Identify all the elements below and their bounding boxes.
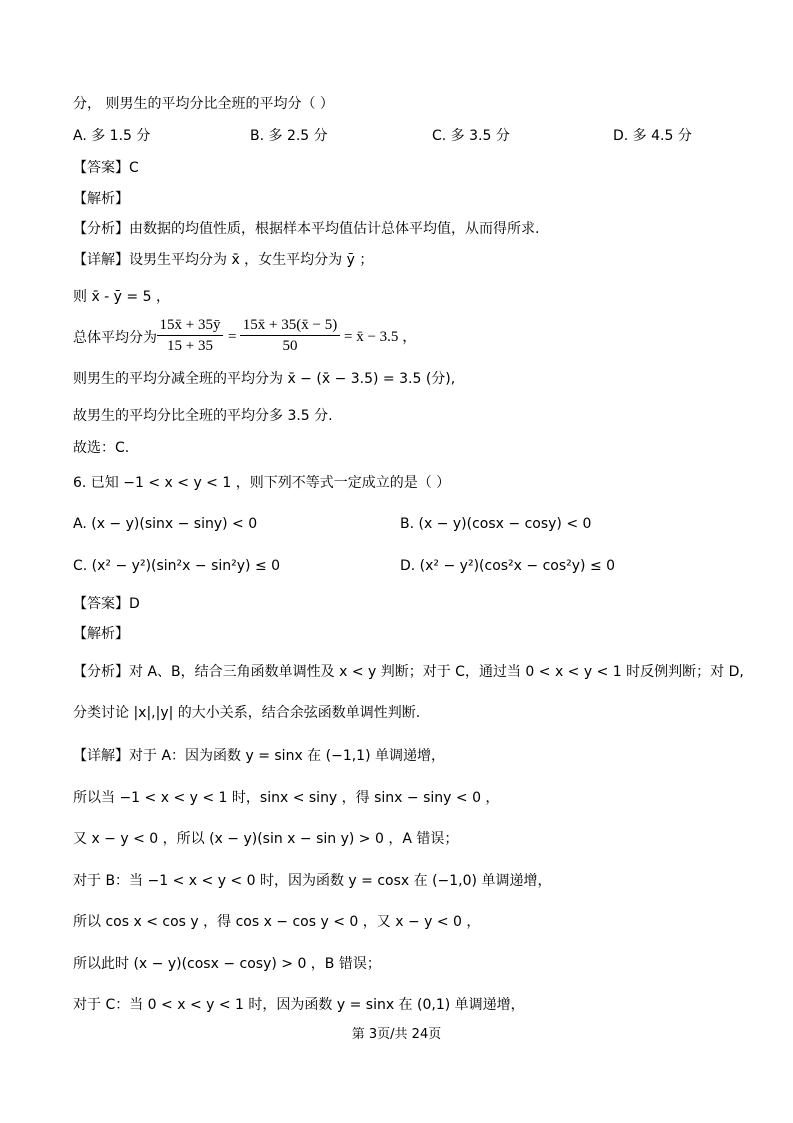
q5-detail-2: 则 x̄ - ȳ = 5 ， bbox=[73, 289, 170, 305]
q5-fenxi: 【分析】由数据的均值性质，根据样本平均值估计总体平均值，从而得所求. bbox=[73, 221, 540, 237]
q6-analysis-heading: 【解析】 bbox=[73, 626, 129, 642]
page-footer: 第 3页/共 24页 bbox=[351, 1027, 442, 1042]
q6-detail-5: 所以 cos x < cos y ，得 cos x − cos y < 0 ，又 x − y < 0 ， bbox=[73, 914, 481, 930]
q5-equals-sign: = bbox=[228, 329, 237, 345]
q6-detail-4: 对于 B：当 −1 < x < y < 0 时，因为函数 y = cosx 在 (−1,0) 单调递增， bbox=[73, 873, 552, 889]
q5-detail-5: 故男生的平均分比全班的平均分多 3.5 分. bbox=[73, 408, 333, 424]
q6-detail-1: 【详解】对于 A：因为函数 y = sinx 在 (−1,1) 单调递增， bbox=[73, 748, 446, 764]
q6-fenxi-2: 分类讨论 |x|,|y| 的大小关系，结合余弦函数单调性判断. bbox=[73, 705, 421, 721]
q5-option-c: C. 多 3.5 分 bbox=[432, 128, 510, 144]
q5-option-b: B. 多 2.5 分 bbox=[250, 128, 328, 144]
q6-detail-7: 对于 C：当 0 < x < y < 1 时，因为函数 y = sinx 在 (0,1) 单调递增， bbox=[73, 997, 525, 1013]
q5-answer: 【答案】C bbox=[73, 160, 139, 176]
q5-analysis-heading: 【解析】 bbox=[73, 191, 129, 207]
q5-fraction-1 bbox=[157, 316, 223, 355]
q6-option-d: D. (x² − y²)(cos²x − cos²y) ≤ 0 bbox=[400, 558, 616, 574]
q6-detail-6: 所以此时 (x − y)(cosx − cosy) > 0 ，B 错误； bbox=[73, 956, 381, 972]
q5-detail-1: 【详解】设男生平均分为 x̄ ，女生平均分为 ȳ ； bbox=[73, 252, 374, 268]
q5-fraction-2-numerator: 15x̄ + 35(x̄ − 5) bbox=[240, 316, 340, 336]
q5-detail-3-label: 总体平均分为 bbox=[73, 330, 157, 346]
q6-fenxi-1: 【分析】对 A、B，结合三角函数单调性及 x < y 判断；对于 C，通过当 0 < x < y < 1 时反例判断；对 D, bbox=[73, 664, 744, 680]
q5-fraction-1-numerator: 15x̄ + 35ȳ bbox=[157, 316, 223, 336]
q5-fraction-2-denominator: 50 bbox=[282, 338, 298, 354]
q5-option-a: A. 多 1.5 分 bbox=[73, 128, 151, 144]
q5-fraction-1-denominator: 15 + 35 bbox=[167, 338, 213, 354]
q6-answer: 【答案】D bbox=[73, 596, 140, 612]
q5-intro: 分， 则男生的平均分比全班的平均分（ ） bbox=[73, 96, 334, 112]
q5-detail-4: 则男生的平均分减全班的平均分为 x̄ − (x̄ − 3.5) = 3.5 (分), bbox=[73, 371, 456, 387]
q5-detail-3-tail: = x̄ − 3.5 ， bbox=[344, 329, 418, 345]
q6-option-a: A. (x − y)(sinx − siny) < 0 bbox=[73, 516, 258, 532]
q6-option-c: C. (x² − y²)(sin²x − sin²y) ≤ 0 bbox=[73, 558, 281, 574]
q6-option-b: B. (x − y)(cosx − cosy) < 0 bbox=[400, 516, 592, 532]
q5-fraction-2 bbox=[240, 316, 340, 355]
q5-option-d: D. 多 4.5 分 bbox=[613, 128, 692, 144]
q6-stem: 6. 已知 −1 < x < y < 1 ，则下列不等式一定成立的是（ ） bbox=[73, 475, 451, 491]
q6-detail-2: 所以当 −1 < x < y < 1 时，sinx < siny ，得 sinx − siny < 0 ， bbox=[73, 790, 500, 806]
q6-detail-3: 又 x − y < 0 ，所以 (x − y)(sin x − sin y) > 0 ，A 错误； bbox=[73, 831, 459, 847]
q5-choose: 故选：C. bbox=[73, 440, 130, 456]
